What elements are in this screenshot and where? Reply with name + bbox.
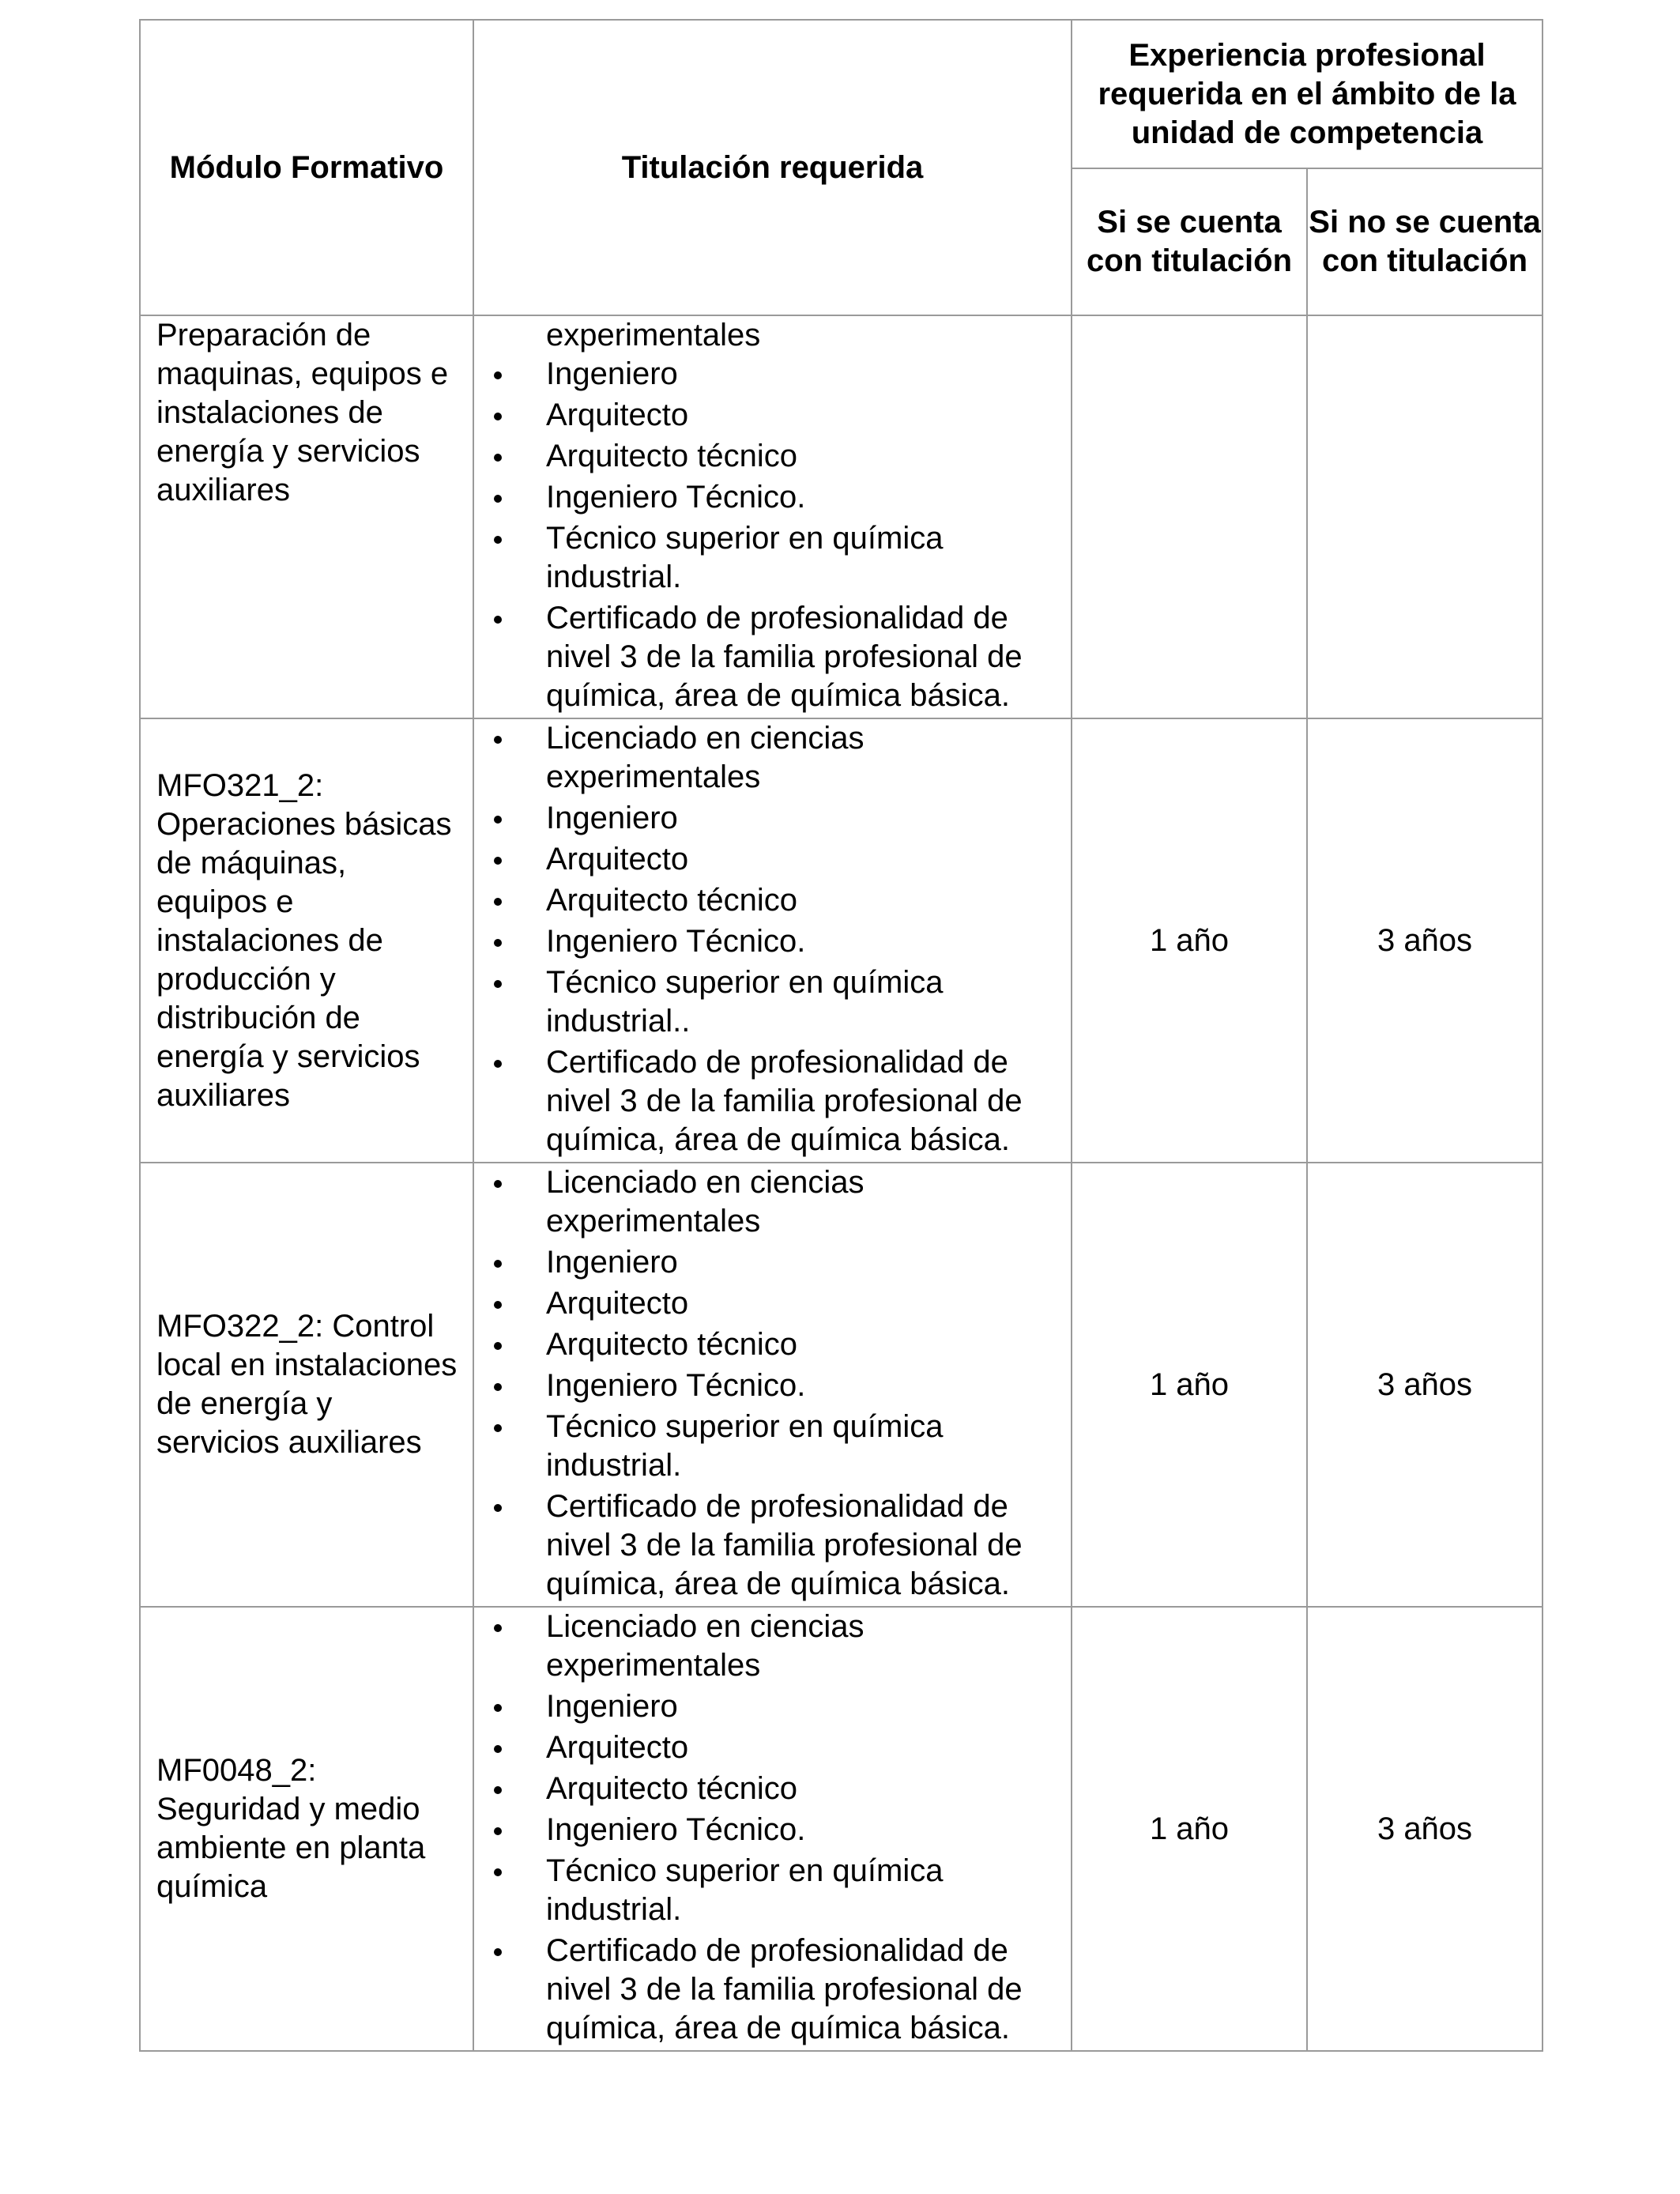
module-cell: MF0048_2: Seguridad y medio ambiente en planta química [140,1607,473,2051]
header-si-se-cuenta: Si se cuenta con titulación [1072,168,1307,315]
qualification-text: Arquitecto técnico [546,883,797,918]
bullet-icon [494,413,502,420]
list-item [474,396,1055,435]
qualification-text: Licenciado en ciencias experimentales [546,1609,864,1683]
list-item [474,963,1055,1041]
qualification-text: Ingeniero Técnico. [546,924,806,959]
module-cell: MFO322_2: Control local en instalaciones de energía y servicios auxiliares [140,1163,473,1607]
module-cell: MFO321_2: Operaciones básicas de máquinas, equipos e instalaciones de producción y distribución de energía y servicios auxiliares [140,718,473,1163]
bullet-icon [494,1786,502,1794]
bullet-icon [494,1704,502,1712]
qualification-text: Licenciado en ciencias experimentales [546,1165,864,1238]
module-cell: Preparación de maquinas, equipos e instalaciones de energía y servicios auxiliares [140,315,473,718]
bullet-icon [494,1624,502,1632]
list-item [474,881,1055,920]
qualification-text: Técnico superior en química industrial.. [546,965,944,1039]
bullet-icon [494,1383,502,1391]
list-item [474,599,1055,715]
bullet-icon [494,454,502,462]
qualifications-cell [473,1163,1072,1607]
list-item [474,1163,1055,1241]
qualification-text: Arquitecto técnico [546,1327,797,1362]
list-item [474,840,1055,879]
list-item [474,437,1055,476]
qualifications-cell [473,718,1072,1163]
qualification-text: Arquitecto [546,398,689,432]
qualification-text: Certificado de profesionalidad de nivel 3 de la familia profesional de química, área de química básica. [546,1933,1023,2045]
list-item [474,1770,1055,1808]
qualification-text: Ingeniero Técnico. [546,1368,806,1403]
experience-with-degree: 1 año [1072,1163,1307,1607]
bullet-icon [494,1301,502,1309]
list-item [474,1243,1055,1282]
qualification-text: Técnico superior en química industrial. [546,1409,944,1483]
list-item [474,355,1055,394]
qualification-text: Certificado de profesionalidad de nivel 3 de la familia profesional de química, área de química básica. [546,601,1023,713]
qualification-text: Ingeniero Técnico. [546,480,806,515]
bullet-icon [494,857,502,865]
experience-with-degree [1072,315,1307,718]
qualification-text: Técnico superior en química industrial. [546,521,944,594]
qualification-text: Arquitecto [546,1286,689,1321]
qualification-text: Arquitecto [546,842,689,876]
list-item [474,519,1055,597]
qualification-text: Ingeniero [546,1689,678,1724]
qualification-text: Técnico superior en química industrial. [546,1853,944,1927]
list-item [474,922,1055,961]
bullet-icon [494,495,502,503]
qualification-list [474,719,1071,1159]
table-row [140,1163,1543,1607]
bullet-icon [494,816,502,824]
list-item [474,1932,1055,2048]
experience-without-degree: 3 años [1307,718,1543,1163]
bullet-icon [494,736,502,744]
header-experiencia-profesional: Experiencia profesional requerida en el ámbito de la unidad de competencia [1072,20,1543,168]
list-item [474,1608,1055,1685]
list-item [474,1852,1055,1929]
bullet-icon [494,1868,502,1876]
list-item [474,1325,1055,1364]
qualification-text: Licenciado en ciencias experimentales [546,721,864,794]
bullet-icon [494,1948,502,1956]
experience-with-degree: 1 año [1072,1607,1307,2051]
qualifications-table [139,19,1543,2052]
list-item [474,1687,1055,1726]
qualification-text: Ingeniero Técnico. [546,1812,806,1847]
qualification-list [474,1608,1071,2048]
list-item [474,1284,1055,1323]
qualifications-cell [473,315,1072,718]
list-item [474,1043,1055,1159]
bullet-icon [494,1745,502,1753]
header-modulo-formativo: Módulo Formativo [140,20,473,315]
header-titulacion-requerida: Titulación requerida [473,20,1072,315]
list-item [474,799,1055,838]
table-row [140,1607,1543,2051]
list-item [474,1487,1055,1604]
bullet-icon [494,1260,502,1268]
bullet-icon [494,939,502,947]
list-item [474,1367,1055,1405]
experience-with-degree: 1 año [1072,718,1307,1163]
qualification-text: Ingeniero [546,801,678,835]
bullet-icon [494,1342,502,1350]
bullet-icon [494,898,502,906]
bullet-icon [494,980,502,988]
bullet-icon [494,1060,502,1068]
qualification-text: Ingeniero [546,356,678,391]
list-item [474,478,1055,517]
list-item [474,1811,1055,1849]
bullet-icon [494,1827,502,1835]
bullet-icon [494,371,502,379]
experience-without-degree [1307,315,1543,718]
qualification-text: Arquitecto técnico [546,439,797,473]
qualification-text: Arquitecto [546,1730,689,1765]
experience-without-degree: 3 años [1307,1607,1543,2051]
list-item [474,1408,1055,1485]
qualification-text: Arquitecto técnico [546,1771,797,1806]
bullet-icon [494,1180,502,1188]
header-si-no-se-cuenta: Si no se cuenta con titulación [1307,168,1543,315]
table-row [140,718,1543,1163]
table-header [140,20,1543,315]
bullet-icon [494,1424,502,1432]
qualification-continuation: experimentales [546,318,761,352]
qualification-list [474,1163,1071,1604]
qualification-text: Certificado de profesionalidad de nivel 3 de la familia profesional de química, área de química básica. [546,1489,1023,1601]
list-item [474,719,1055,797]
list-item [474,1728,1055,1767]
bullet-icon [494,616,502,624]
experience-without-degree: 3 años [1307,1163,1543,1607]
qualification-text: Ingeniero [546,1245,678,1280]
bullet-icon [494,1504,502,1512]
qualification-list [474,355,1071,715]
table-row [140,315,1543,718]
qualification-text: Certificado de profesionalidad de nivel 3 de la familia profesional de química, área de química básica. [546,1045,1023,1157]
bullet-icon [494,536,502,544]
qualifications-cell [473,1607,1072,2051]
